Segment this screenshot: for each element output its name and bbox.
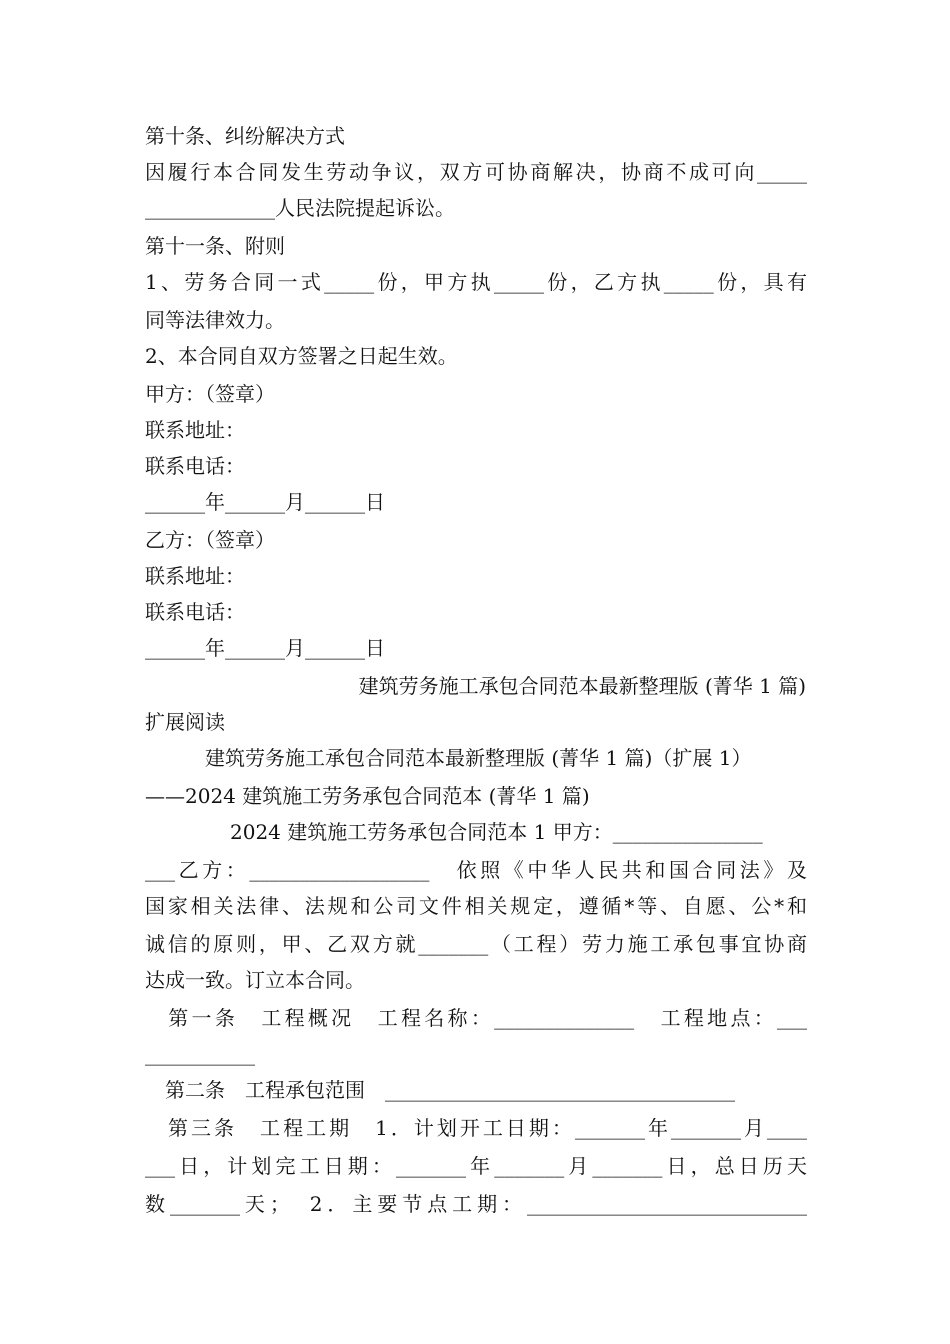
party-a-phone: 联系电话： — [145, 454, 245, 478]
party-b-address: 联系地址： — [145, 564, 245, 588]
dispute-clause-line-2: _____________人民法院提起诉讼。 — [145, 196, 455, 220]
article-1-line-1: 第一条 工程概况 工程名称：______________ 工程地点：___ — [145, 1006, 807, 1030]
article-3-line-1: 第三条 工程工期 1．计划开工日期：_______年_______月____ — [145, 1116, 807, 1140]
contract-intro-line-2: ___乙方：__________________ 依照《中华人民共和国合同法》及 — [145, 858, 807, 882]
article-3-line-2: ___日，计划完工日期：_______年_______月_______日，总日历天 — [145, 1154, 807, 1178]
contract-intro-line-1: 2024 建筑施工劳务承包合同范本 1 甲方：_______________ — [230, 820, 763, 844]
article-3-line-3: 数_______天； 2．主要节点工期：____________________________ — [145, 1192, 807, 1216]
party-a-signature: 甲方：（签章） — [145, 382, 275, 406]
party-a-date: ______年______月______日 — [145, 490, 385, 514]
contract-intro-line-3: 国家相关法律、法规和公司文件相关规定，遵循*等、自愿、公*和 — [145, 894, 807, 918]
copies-clause-line-1: 1、劳务合同一式_____份，甲方执_____份，乙方执_____份，具有 — [145, 270, 807, 294]
document-title: 建筑劳务施工承包合同范本最新整理版 (菁华 1 篇) — [358, 674, 806, 698]
effective-clause: 2、本合同自双方签署之日起生效。 — [145, 344, 458, 368]
extended-title-line-1: 建筑劳务施工承包合同范本最新整理版 (菁华 1 篇)（扩展 1） — [205, 746, 752, 770]
copies-clause-line-2: 同等法律效力。 — [145, 308, 285, 332]
party-a-address: 联系地址： — [145, 418, 245, 442]
article-10-heading: 第十条、纠纷解决方式 — [145, 124, 345, 148]
article-1-line-2: ___________ — [145, 1042, 255, 1066]
party-b-signature: 乙方：（签章） — [145, 528, 275, 552]
article-11-heading: 第十一条、附则 — [145, 234, 285, 258]
extended-title-line-2: ——2024 建筑施工劳务承包合同范本 (菁华 1 篇) — [145, 784, 590, 808]
party-b-phone: 联系电话： — [145, 600, 245, 624]
article-2-line: 第二条 工程承包范围 ___________________________________ — [145, 1078, 735, 1102]
dispute-clause-line-1: 因履行本合同发生劳动争议，双方可协商解决，协商不成可向_____ — [145, 160, 807, 184]
contract-intro-line-5: 达成一致。订立本合同。 — [145, 968, 365, 992]
contract-intro-line-4: 诚信的原则，甲、乙双方就_______（工程）劳力施工承包事宜协商 — [145, 932, 807, 956]
extended-reading-heading: 扩展阅读 — [145, 710, 225, 734]
party-b-date: ______年______月______日 — [145, 636, 385, 660]
